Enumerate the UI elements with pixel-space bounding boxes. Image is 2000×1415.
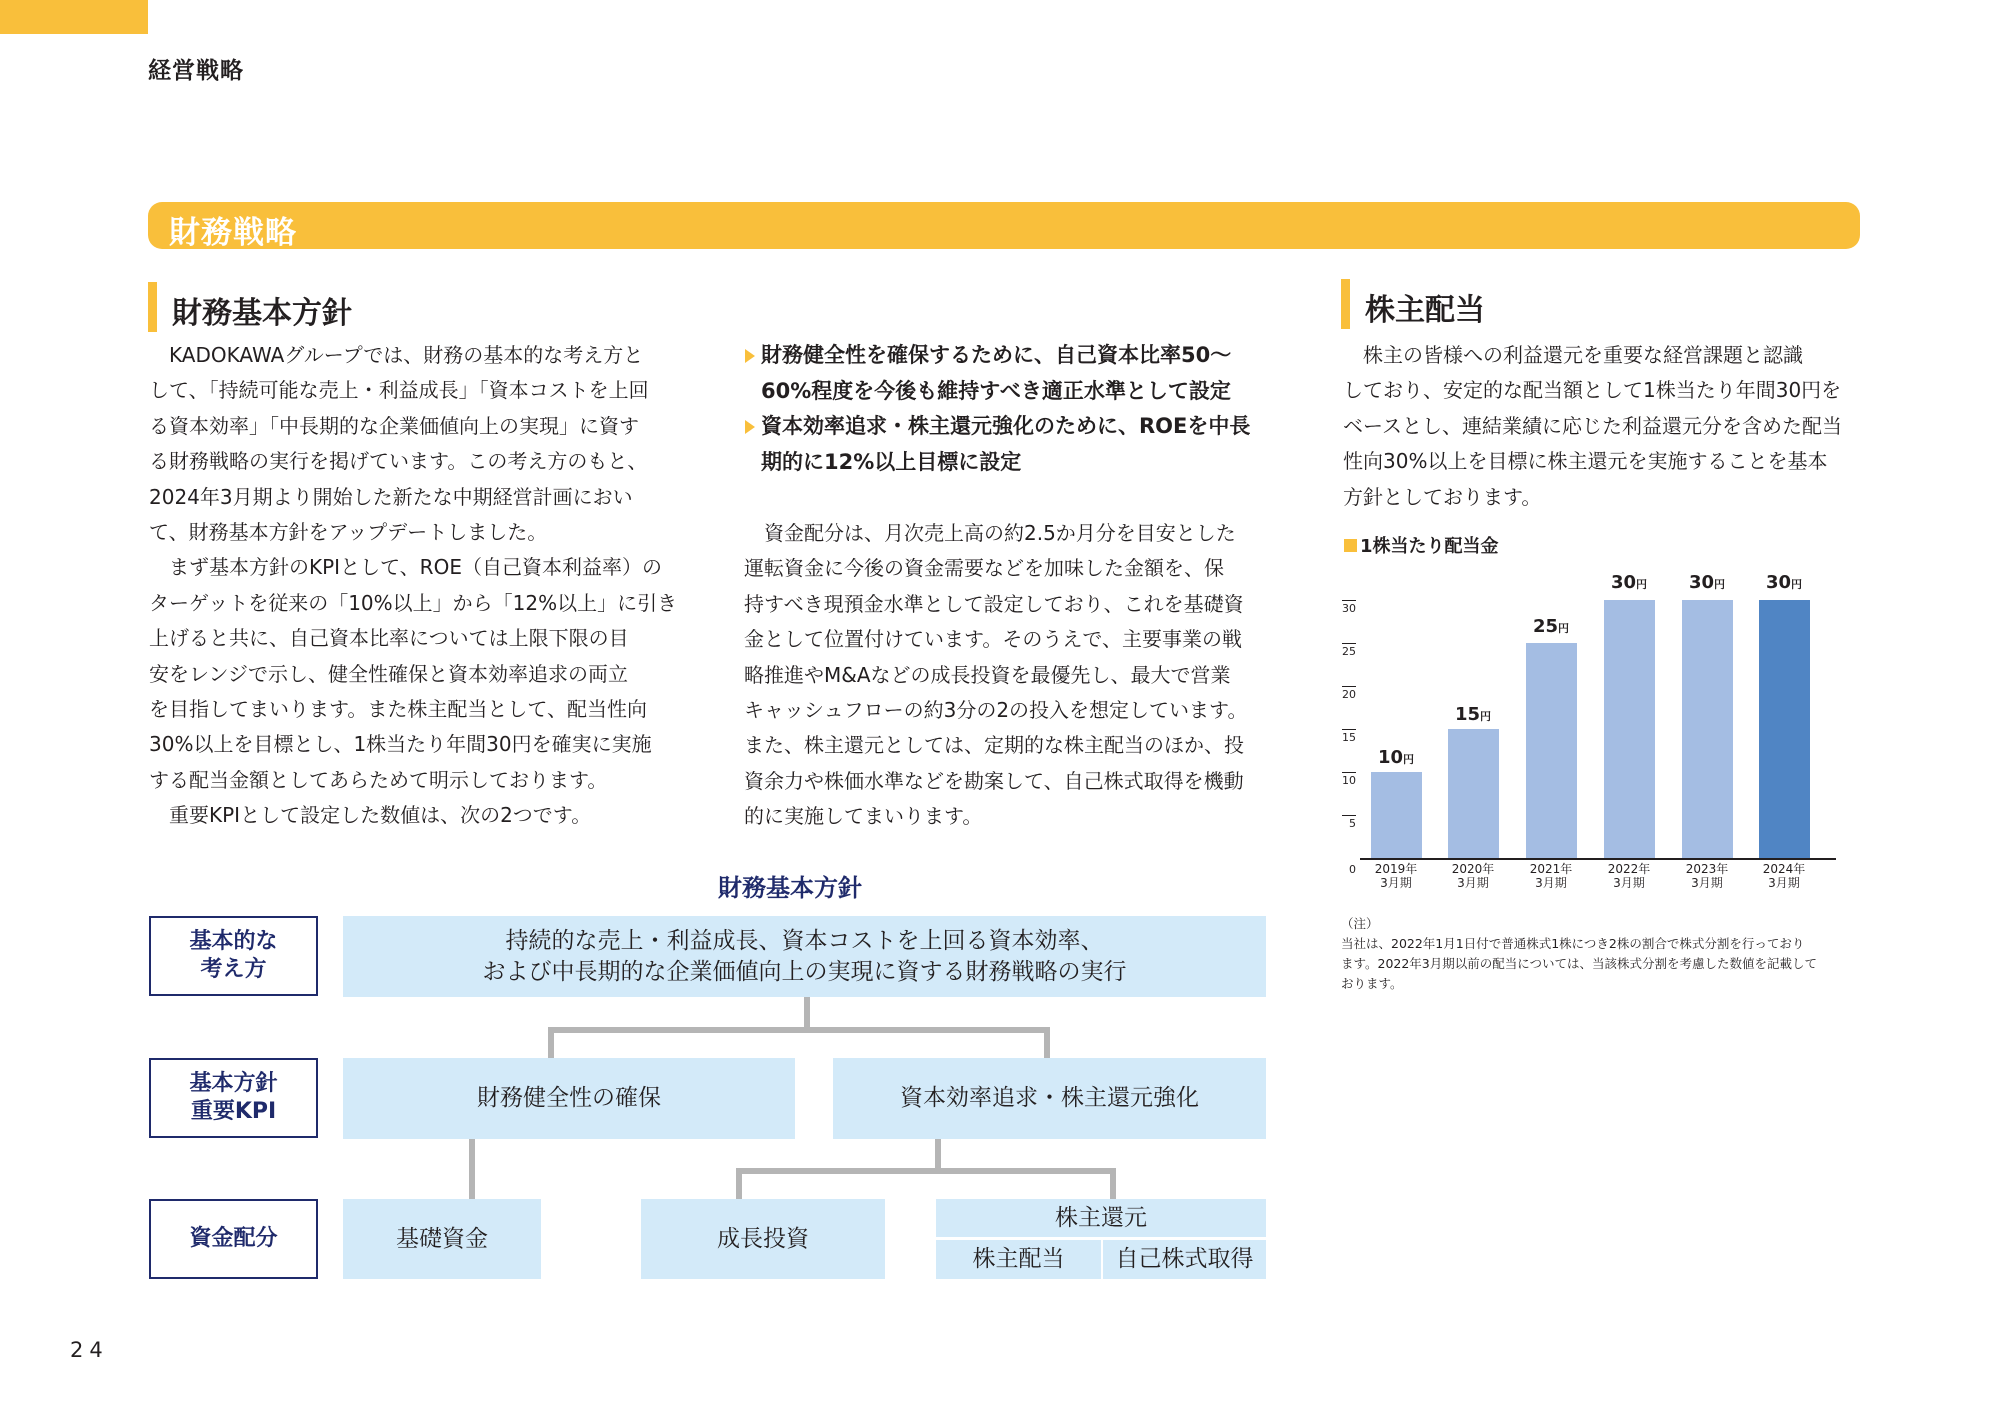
text-line: る財務戦略の実行を掲げています。この考え方のもと、 <box>149 449 648 474</box>
text-line: 資金配分は、月次売上高の約2.5か月分を目安とした <box>744 521 1236 545</box>
text-line: る資本効率」「中長期的な企業価値向上の実現」に資す <box>149 413 639 438</box>
x-tick-label: 2022年 3月期 <box>1607 862 1651 890</box>
text-line: 30%以上を目標とし、1株当たり年間30円を確実に実施 <box>149 732 652 757</box>
y-tick: 0 <box>1349 863 1356 876</box>
connector-line <box>548 1027 1050 1033</box>
text-line: 性向30%以上を目標に株主還元を実施することを基本 <box>1343 449 1828 474</box>
y-tick: 25 <box>1342 645 1356 658</box>
text-line: 重要KPIとして設定した数値は、次の2つです。 <box>149 803 592 828</box>
x-axis-line <box>1360 858 1836 860</box>
kpi-bullet-list <box>743 338 1250 480</box>
x-tick-label: 2024年 3月期 <box>1762 862 1806 890</box>
x-tick-label: 2023年 3月期 <box>1685 862 1729 890</box>
connector-line <box>804 997 810 1031</box>
philosophy-box <box>343 916 1266 997</box>
kpi-box-financial-soundness: 財務健全性の確保 <box>343 1058 795 1139</box>
connector-line <box>1044 1027 1050 1058</box>
x-tick-label: 2021年 3月期 <box>1529 862 1573 890</box>
box-text-line: 持続的な売上・利益成長、資本コストを上回る資本効率、 <box>505 927 1104 954</box>
text-line: 運転資金に今後の資金需要などを加味した金額を、保 <box>744 556 1224 581</box>
triangle-bullet-icon <box>745 420 755 434</box>
text-line: ベースとし、連結業績に応じた利益還元分を含めた配当 <box>1343 413 1842 438</box>
text-line: 略推進やM&Aなどの成長投資を最優先し、最大で営業 <box>744 662 1231 687</box>
connector-line <box>1110 1168 1116 1199</box>
y-tick: 15 <box>1342 731 1356 744</box>
bar-2021 <box>1526 643 1577 858</box>
subheading-text: 財務基本方針 <box>172 296 352 331</box>
y-tick: 20 <box>1342 688 1356 701</box>
text-line: する配当金額としてあらためて明示しております。 <box>149 767 608 792</box>
bar-2022 <box>1604 600 1655 858</box>
bullet-text: 資本効率追求・株主還元強化のために、ROEを中長 <box>761 414 1251 439</box>
running-head: 経営戦略 <box>148 58 244 84</box>
allocation-box-growth-investment: 成長投資 <box>641 1199 885 1279</box>
note-line: 当社は、2022年1月1日付で普通株式1株につき2株の割合で株式分割を行っており <box>1341 936 1805 951</box>
y-tick: 10 <box>1342 774 1356 787</box>
note-line: （注） <box>1341 916 1379 931</box>
text-line: 資余力や株価水準などを勘案して、自己株式取得を機動 <box>744 768 1244 793</box>
text-line: また、株主還元としては、定期的な株主配当のほか、投 <box>744 733 1244 758</box>
connector-line <box>469 1139 475 1199</box>
bar-value-label: 30円 <box>1610 572 1648 593</box>
bar-value-label: 15円 <box>1454 704 1492 725</box>
row-label-line: 資金配分 <box>189 1226 278 1251</box>
connector-line <box>548 1027 554 1058</box>
subheading-text: 株主配当 <box>1365 293 1485 328</box>
x-tick-label: 2020年 3月期 <box>1451 862 1495 890</box>
text-line: 持すべき現預金水準として設定しており、これを基礎資 <box>744 591 1244 616</box>
text-line: しており、安定的な配当額として1株当たり年間30円を <box>1343 378 1842 403</box>
section-title-bar <box>148 202 1860 249</box>
text-line: して、「持続可能な売上・利益成長」「資本コストを上回 <box>149 378 649 403</box>
bullet-text: 財務健全性を確保するために、自己資本比率50～ <box>761 343 1232 367</box>
diagram-title: 財務基本方針 <box>718 874 862 902</box>
text-line: ターゲットを従来の「10%以上」から「12%以上」に引き <box>149 590 678 615</box>
allocation-box-base-fund: 基礎資金 <box>343 1199 541 1279</box>
section-title: 財務戦略 <box>169 215 297 251</box>
text-line: 安をレンジで示し、健全性確保と資本効率追求の両立 <box>149 661 628 686</box>
subheading-accent-bar <box>148 282 157 332</box>
row-label-philosophy <box>149 916 318 996</box>
subheading-accent-bar <box>1341 279 1350 329</box>
row-label-line: 重要KPI <box>190 1099 277 1124</box>
chart-footnote <box>1341 914 1817 994</box>
text-line: 2024年3月期より開始した新たな中期経営計画におい <box>149 484 633 509</box>
chart-title <box>1344 532 1499 558</box>
row-label-allocation <box>149 1199 318 1279</box>
box-text-line: および中長期的な企業価値向上の実現に資する財務戦略の実行 <box>482 958 1127 985</box>
financial-policy-paragraph <box>149 338 677 834</box>
bullet-text: 期的に12%以上目標に設定 <box>761 449 1022 474</box>
text-line: 方針としております。 <box>1343 484 1542 509</box>
text-line: 的に実施してまいります。 <box>744 804 983 829</box>
text-line: 金として位置付けています。そのうえで、主要事業の戦 <box>744 627 1242 652</box>
row-label-kpi <box>149 1058 318 1138</box>
row-label-line: 基本的な <box>189 929 278 954</box>
square-bullet-icon <box>1344 539 1357 552</box>
allocation-box-buyback: 自己株式取得 <box>1103 1240 1266 1279</box>
note-line: おります。 <box>1341 976 1403 991</box>
text-line: 上げると共に、自己資本比率については上限下限の目 <box>149 626 629 651</box>
kpi-box-capital-efficiency: 資本効率追求・株主還元強化 <box>833 1058 1266 1139</box>
connector-line <box>736 1168 1116 1174</box>
note-line: ます。2022年3月期以前の配当については、当該株式分割を考慮した数値を記載して <box>1341 956 1818 971</box>
y-tick: 30 <box>1342 602 1356 615</box>
triangle-bullet-icon <box>745 349 755 363</box>
corner-tab <box>0 0 148 34</box>
text-line: KADOKAWAグループでは、財務の基本的な考え方と <box>149 343 644 367</box>
y-tick: 5 <box>1342 815 1356 830</box>
text-line: て、財務基本方針をアップデートしました。 <box>149 520 548 545</box>
text-line: キャッシュフローの約3分の2の投入を想定しています。 <box>744 698 1248 723</box>
bar-2019 <box>1371 772 1422 858</box>
page-number: 24 <box>70 1338 109 1362</box>
text-line: を目指してまいります。また株主配当として、配当性向 <box>149 697 647 722</box>
chart-title-text: 1株当たり配当金 <box>1360 536 1499 557</box>
text-line: 株主の皆様への利益還元を重要な経営課題と認識 <box>1343 343 1803 367</box>
connector-line <box>736 1168 742 1199</box>
row-label-line: 考え方 <box>200 957 267 982</box>
dividend-bar-chart <box>1340 570 1885 910</box>
bar-value-label: 10円 <box>1377 747 1415 768</box>
dividend-paragraph <box>1343 338 1842 515</box>
allocation-box-shareholder-return: 株主還元 <box>936 1199 1266 1237</box>
bar-2024 <box>1759 600 1810 858</box>
bar-value-label: 30円 <box>1688 572 1726 593</box>
x-tick-label: 2019年 3月期 <box>1374 862 1418 890</box>
text-line: まず基本方針のKPIとして、ROE（自己資本利益率）の <box>149 555 662 580</box>
bar-value-label: 30円 <box>1765 572 1803 593</box>
kpi-bullet-roe <box>743 409 1250 480</box>
bar-2023 <box>1682 600 1733 858</box>
kpi-bullet-equity-ratio <box>743 338 1250 409</box>
allocation-box-dividend: 株主配当 <box>936 1240 1101 1279</box>
bar-value-label: 25円 <box>1532 616 1570 637</box>
capital-allocation-paragraph <box>744 516 1247 835</box>
bar-2020 <box>1448 729 1499 858</box>
row-label-line: 基本方針 <box>189 1071 278 1096</box>
bullet-text: 60%程度を今後も維持すべき適正水準として設定 <box>761 378 1231 403</box>
